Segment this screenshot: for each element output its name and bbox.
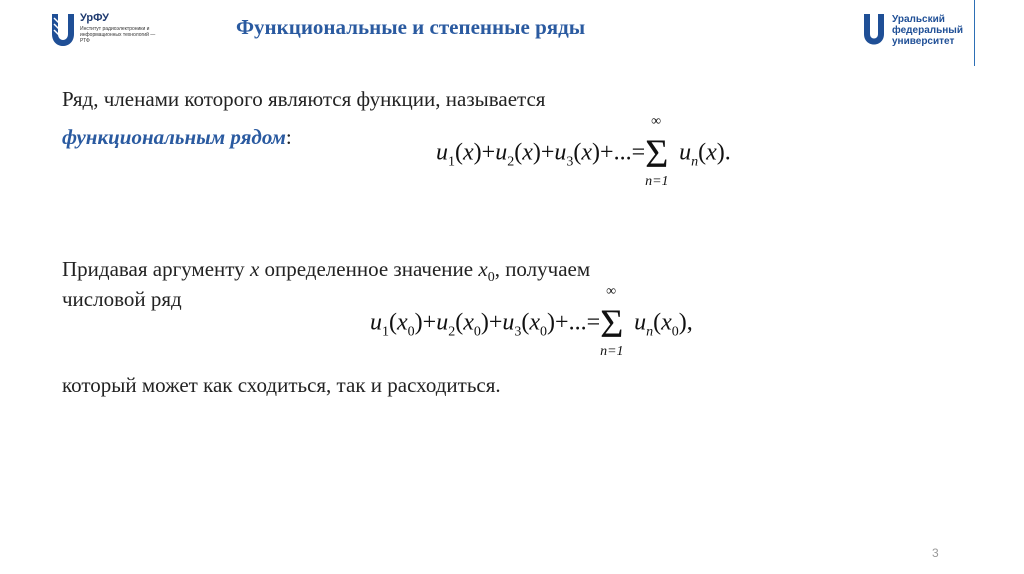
paragraph-1-line-2	[62, 124, 292, 150]
f1-u2: u	[495, 139, 508, 166]
f2-sum	[600, 284, 634, 359]
f2-sum-top: ∞	[606, 284, 617, 299]
f1-paren: (	[455, 139, 463, 166]
right-logo-text	[892, 14, 963, 47]
p2-var-x: x	[249, 257, 260, 281]
f2-i1: 1	[382, 324, 389, 340]
p2-text-a: Придавая аргументу	[62, 257, 245, 281]
f2-paren: (	[455, 309, 464, 336]
f2-arg-sub: 0	[473, 324, 481, 340]
f1-sum-top: ∞	[651, 114, 662, 129]
f2-arg-sub: 0	[407, 324, 415, 340]
f1-arg2: x	[522, 139, 533, 166]
f2-u3: u	[502, 309, 515, 336]
f1-arg3: x	[581, 139, 593, 166]
formula-functional-series	[436, 114, 731, 189]
f1-end: .	[724, 139, 731, 166]
f2-paren: )+	[480, 309, 503, 336]
f2-u1: u	[370, 309, 382, 336]
f1-i2: 2	[507, 154, 515, 170]
f2-paren: (	[521, 309, 530, 336]
f1-ellipsis: +...=	[600, 139, 646, 166]
f1-i1: 1	[448, 154, 455, 170]
f2-ellipsis: +...=	[555, 309, 601, 336]
p2-x0: x	[478, 257, 488, 281]
f1-sum-bottom: n=1	[645, 174, 669, 189]
f1-n: n	[691, 154, 699, 170]
urfu-mark-icon	[50, 12, 76, 52]
term-functional-series: функциональным рядом	[62, 125, 286, 149]
f2-un: u	[634, 309, 647, 336]
f2-paren: (	[389, 309, 397, 336]
left-logo-brand: УрФУ	[80, 12, 109, 24]
f1-sum	[645, 114, 679, 189]
left-logo-subtitle: Институт радиоэлектроники и информационных технологий — РТФ	[80, 26, 156, 44]
f1-arg1: x	[463, 139, 474, 166]
f2-i3: 3	[514, 324, 522, 340]
f2-arg: x	[661, 309, 672, 336]
f2-sum-bottom: n=1	[600, 344, 624, 359]
f2-n: n	[646, 324, 654, 340]
p2-text-c: , получаем	[494, 257, 591, 281]
f1-paren: )+	[473, 139, 496, 166]
f1-paren: )	[592, 139, 601, 166]
f2-arg: x	[463, 309, 474, 336]
p2-text-b: определенное значение	[259, 257, 474, 281]
f2-paren: )	[678, 309, 687, 336]
page-number: 3	[932, 546, 939, 560]
right-logo	[862, 12, 974, 56]
f2-u2: u	[436, 309, 449, 336]
slide-title: Функциональные и степенные ряды	[236, 15, 586, 39]
f1-arg4: x	[706, 139, 717, 166]
f1-paren: (	[514, 139, 523, 166]
f2-arg-sub: 0	[540, 324, 548, 340]
p2-x0-sub: 0	[487, 270, 495, 286]
f1-paren: )+	[532, 139, 555, 166]
right-logo-line3: университет	[892, 36, 955, 47]
f2-arg: x	[397, 309, 408, 336]
colon: :	[285, 125, 292, 149]
paragraph-3: который может как сходиться, так и расходиться.	[62, 373, 501, 397]
f2-paren: (	[653, 309, 662, 336]
f2-paren: )+	[414, 309, 437, 336]
f1-paren: (	[698, 139, 707, 166]
formula-numeric-series	[370, 284, 693, 359]
left-logo	[50, 12, 160, 62]
f2-arg-sub: 0	[671, 324, 679, 340]
sigma-symbol: Σ	[645, 131, 669, 176]
f1-un: u	[679, 139, 692, 166]
f1-u3: u	[554, 139, 567, 166]
right-logo-line2: федеральный	[892, 25, 963, 36]
sigma-symbol: Σ	[600, 301, 624, 346]
paragraph-1-line-1: Ряд, членами которого являются функции, называется	[62, 87, 546, 111]
f2-i2: 2	[448, 324, 456, 340]
f1-paren: )	[716, 139, 725, 166]
urfu-mark-icon	[862, 12, 886, 50]
f1-u1: u	[436, 139, 448, 166]
right-logo-line1: Уральский	[892, 14, 945, 25]
header-divider	[974, 0, 975, 66]
paragraph-2-line-2: числовой ряд	[62, 287, 182, 311]
f2-paren: )	[547, 309, 556, 336]
f1-paren: (	[573, 139, 582, 166]
f2-arg: x	[529, 309, 541, 336]
f1-i3: 3	[566, 154, 574, 170]
f2-end: ,	[686, 309, 693, 336]
